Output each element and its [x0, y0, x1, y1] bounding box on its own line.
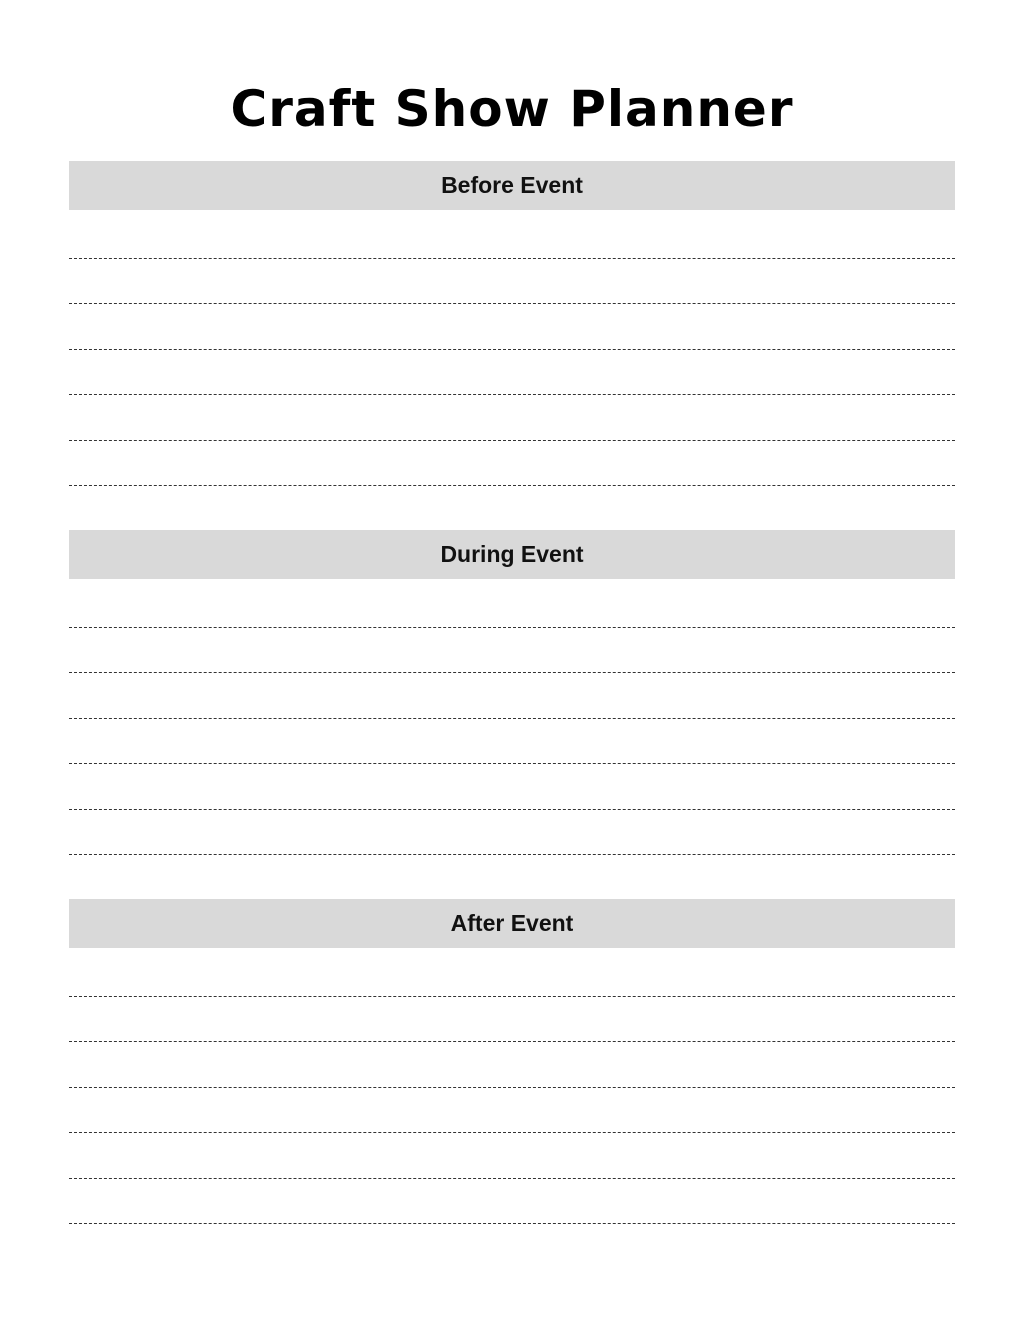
write-line[interactable]: [69, 996, 955, 997]
write-line[interactable]: [69, 627, 955, 628]
write-line[interactable]: [69, 1178, 955, 1179]
write-line[interactable]: [69, 1132, 955, 1133]
section-after-event: [69, 899, 955, 1224]
section-heading: Before Event: [69, 161, 955, 210]
section-during-event: [69, 530, 955, 855]
write-line[interactable]: [69, 718, 955, 719]
write-line[interactable]: [69, 349, 955, 350]
section-heading: During Event: [69, 530, 955, 579]
section-before-event: [69, 161, 955, 486]
write-line[interactable]: [69, 485, 955, 486]
write-line[interactable]: [69, 809, 955, 810]
write-line[interactable]: [69, 1087, 955, 1088]
write-line[interactable]: [69, 303, 955, 304]
write-line[interactable]: [69, 440, 955, 441]
write-line[interactable]: [69, 672, 955, 673]
write-line[interactable]: [69, 1223, 955, 1224]
write-line[interactable]: [69, 763, 955, 764]
write-line[interactable]: [69, 854, 955, 855]
write-line[interactable]: [69, 258, 955, 259]
write-line[interactable]: [69, 1041, 955, 1042]
page-title: Craft Show Planner: [230, 80, 794, 138]
write-line[interactable]: [69, 394, 955, 395]
section-heading: After Event: [69, 899, 955, 948]
